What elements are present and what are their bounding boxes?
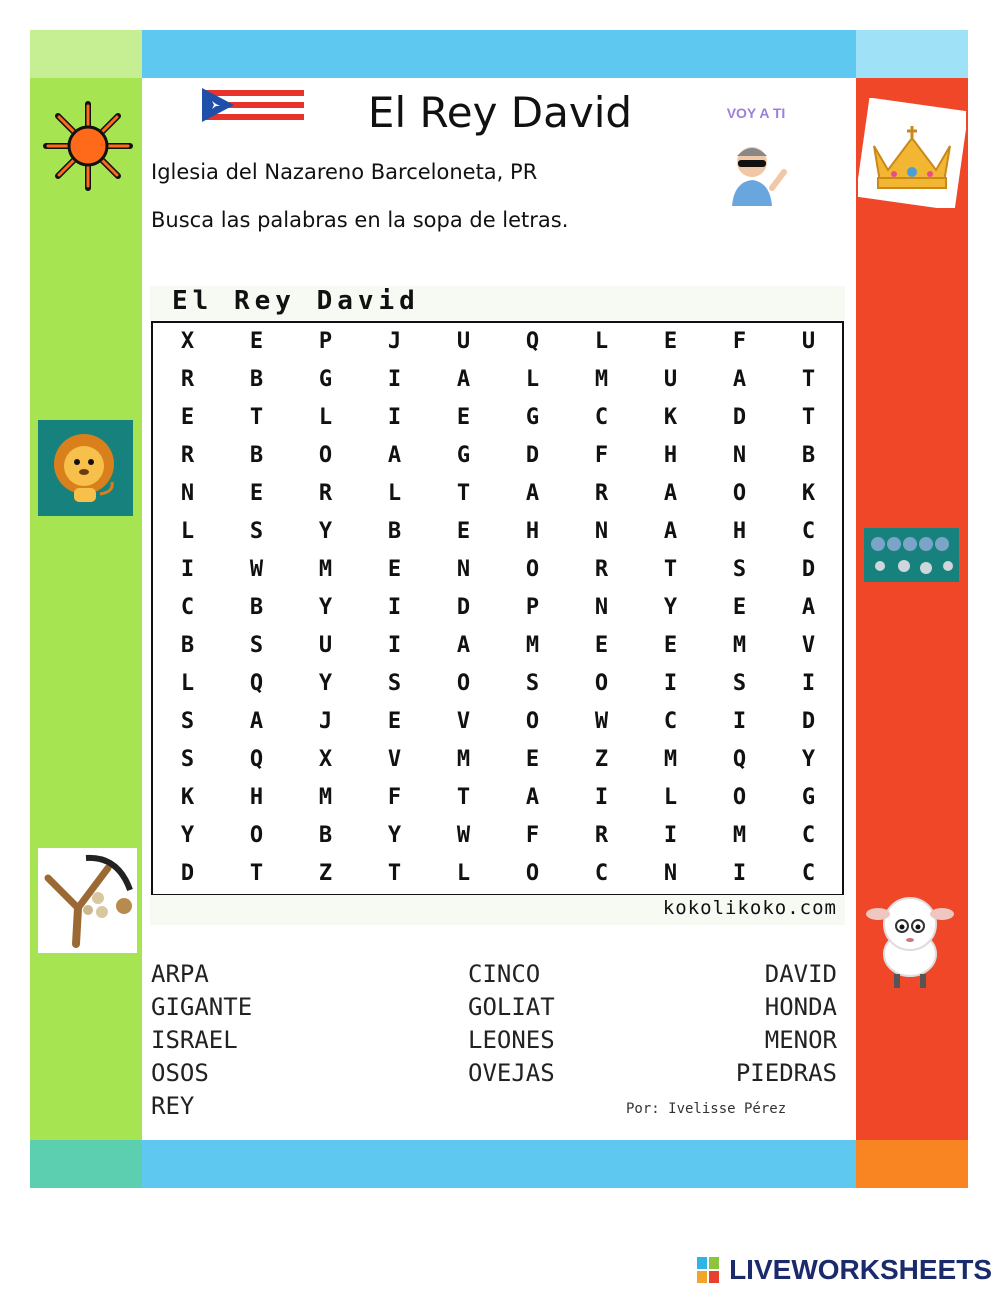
grid-cell[interactable]: W [594,709,609,734]
grid-cell[interactable]: T [663,557,678,582]
grid-cell[interactable]: Y [801,747,816,772]
site-credit: kokolikoko.com [662,897,837,919]
grid-cell[interactable]: Y [387,823,402,848]
word-item: REY [151,1092,195,1120]
grid-cell[interactable]: I [387,367,402,392]
grid-cell[interactable]: D [732,405,747,430]
grid-cell[interactable]: T [387,861,402,886]
grid-cell[interactable]: R [318,481,333,506]
instructions: Busca las palabras en la sopa de letras. [151,208,569,232]
liveworksheets-logo-icon [697,1257,719,1283]
grid-cell[interactable]: Y [318,671,333,696]
word-item: ISRAEL [151,1026,238,1054]
grid-cell[interactable]: E [594,633,609,658]
grid-cell[interactable]: E [387,557,402,582]
grid-cell[interactable]: D [801,709,816,734]
grid-cell[interactable]: E [456,405,471,430]
frame-top-bar [142,30,856,78]
grid-cell[interactable]: T [801,405,816,430]
grid-cell[interactable]: I [594,785,609,810]
grid-cell[interactable]: G [801,785,816,810]
frame-corner-top-right [856,30,968,78]
grid-cell[interactable]: E [249,481,264,506]
grid-cell[interactable]: A [732,367,747,392]
church-name: Iglesia del Nazareno Barceloneta, PR [151,160,538,184]
grid-cell[interactable]: R [180,443,195,468]
grid-cell[interactable]: O [525,861,540,886]
grid-cell[interactable]: A [249,709,264,734]
grid-cell[interactable]: R [180,367,195,392]
grid-cell[interactable]: S [180,747,195,772]
stones-icon [864,528,959,582]
grid-cell[interactable]: L [180,671,195,696]
sun-icon [40,98,136,194]
avatar-icon [726,142,788,208]
grid-cell[interactable]: Q [732,747,747,772]
grid-cell[interactable]: O [525,557,540,582]
word-item: DAVID [764,960,837,988]
grid-cell[interactable]: O [249,823,264,848]
grid-cell[interactable]: R [594,557,609,582]
grid-cell[interactable]: S [732,557,747,582]
grid-cell[interactable]: C [663,709,678,734]
grid-cell[interactable]: M [663,747,678,772]
grid-cell[interactable]: A [456,633,471,658]
puerto-rico-flag-icon [200,86,306,126]
frame-corner-bottom-left [30,1140,142,1188]
grid-cell[interactable]: I [663,671,678,696]
grid-cell[interactable]: B [249,367,264,392]
grid-cell[interactable]: L [387,481,402,506]
grid-cell[interactable]: Y [663,595,678,620]
grid-cell[interactable]: N [180,481,195,506]
slingshot-icon [38,848,137,953]
grid-cell[interactable]: O [732,785,747,810]
frame-corner-top-left [30,30,142,78]
grid-cell[interactable]: C [594,405,609,430]
grid-cell[interactable]: L [318,405,333,430]
puzzle-title: El Rey David [172,286,420,316]
grid-cell[interactable]: T [249,405,264,430]
grid-cell[interactable]: T [801,367,816,392]
grid-cell[interactable]: E [663,329,678,354]
grid-cell[interactable]: Y [318,519,333,544]
grid-cell[interactable]: B [801,443,816,468]
grid-cell[interactable]: S [249,519,264,544]
puzzle-title-bar [150,286,845,320]
grid-cell[interactable]: T [249,861,264,886]
grid-cell[interactable]: T [456,785,471,810]
grid-cell[interactable]: Z [318,861,333,886]
grid-cell[interactable]: A [387,443,402,468]
grid-cell[interactable]: I [801,671,816,696]
word-item: GIGANTE [151,993,253,1021]
grid-cell[interactable]: O [594,671,609,696]
grid-cell[interactable]: M [318,557,333,582]
grid-cell[interactable]: W [249,557,264,582]
grid-cell[interactable]: X [180,329,195,354]
grid-cell[interactable]: C [801,519,816,544]
grid-cell[interactable]: M [318,785,333,810]
grid-cell[interactable]: B [387,519,402,544]
grid-cell[interactable]: O [318,443,333,468]
voy-a-ti-label: VOY A TI [726,105,786,121]
grid-cell[interactable]: B [249,595,264,620]
grid-cell[interactable]: Q [249,747,264,772]
grid-cell[interactable]: O [525,709,540,734]
crown-icon [858,98,966,208]
grid-cell[interactable]: L [180,519,195,544]
frame-left-bar [30,78,142,1140]
grid-cell[interactable]: F [594,443,609,468]
grid-cell[interactable]: A [456,367,471,392]
word-item: GOLIAT [468,993,555,1021]
grid-cell[interactable]: V [387,747,402,772]
grid-cell[interactable]: I [387,405,402,430]
grid-cell[interactable]: D [801,557,816,582]
grid-cell[interactable]: I [387,633,402,658]
word-item: OVEJAS [468,1059,555,1087]
grid-cell[interactable]: D [456,595,471,620]
grid-cell[interactable]: N [594,595,609,620]
sheep-icon [860,888,960,994]
grid-cell[interactable]: R [594,481,609,506]
grid-cell[interactable]: C [801,823,816,848]
grid-cell[interactable]: F [387,785,402,810]
grid-cell[interactable]: S [387,671,402,696]
grid-cell[interactable]: F [732,329,747,354]
grid-cell[interactable]: I [732,861,747,886]
word-item: LEONES [468,1026,555,1054]
grid-cell[interactable]: H [249,785,264,810]
grid-cell[interactable]: Z [594,747,609,772]
grid-cell[interactable]: S [249,633,264,658]
grid-cell[interactable]: E [732,595,747,620]
grid-cell[interactable]: Q [525,329,540,354]
grid-cell[interactable]: H [663,443,678,468]
grid-cell[interactable]: Y [180,823,195,848]
grid-cell[interactable]: N [663,861,678,886]
grid-cell[interactable]: K [801,481,816,506]
grid-cell[interactable]: W [456,823,471,848]
grid-cell[interactable]: N [594,519,609,544]
grid-cell[interactable]: S [180,709,195,734]
grid-cell[interactable]: X [318,747,333,772]
grid-cell[interactable]: B [249,443,264,468]
grid-cell[interactable]: I [663,823,678,848]
grid-cell[interactable]: N [456,557,471,582]
grid-cell[interactable]: A [525,785,540,810]
grid-cell[interactable]: O [732,481,747,506]
author-credit: Por: Ivelisse Pérez [626,1101,787,1117]
page-title: El Rey David [367,88,633,137]
grid-cell[interactable]: I [732,709,747,734]
grid-cell[interactable]: U [663,367,678,392]
grid-cell[interactable]: M [732,823,747,848]
grid-cell[interactable]: L [594,329,609,354]
grid-cell[interactable]: P [525,595,540,620]
grid-cell[interactable]: K [180,785,195,810]
grid-cell[interactable]: E [180,405,195,430]
grid-cell[interactable]: U [318,633,333,658]
word-item: HONDA [764,993,837,1021]
word-item: MENOR [764,1026,837,1054]
grid-cell[interactable]: C [180,595,195,620]
grid-cell[interactable]: G [525,405,540,430]
grid-cell[interactable]: H [525,519,540,544]
grid-cell[interactable]: E [663,633,678,658]
grid-cell[interactable]: P [318,329,333,354]
word-item: PIEDRAS [735,1059,837,1087]
grid-cell[interactable]: J [318,709,333,734]
grid-cell[interactable]: S [525,671,540,696]
grid-cell[interactable]: J [387,329,402,354]
grid-cell[interactable]: A [801,595,816,620]
grid-cell[interactable]: E [456,519,471,544]
word-search-grid [151,321,844,896]
grid-cell[interactable]: A [663,519,678,544]
site-bar [150,895,845,925]
grid-cell[interactable]: L [663,785,678,810]
grid-cell[interactable]: C [594,861,609,886]
grid-cell[interactable]: K [663,405,678,430]
grid-cell[interactable]: A [663,481,678,506]
word-item: OSOS [151,1059,209,1087]
grid-cell[interactable]: M [456,747,471,772]
grid-cell[interactable]: E [525,747,540,772]
grid-cell[interactable]: V [456,709,471,734]
grid-cell[interactable]: Q [249,671,264,696]
grid-cell[interactable]: U [801,329,816,354]
grid-cell[interactable]: M [525,633,540,658]
grid-cell[interactable]: D [525,443,540,468]
word-item: ARPA [151,960,209,988]
grid-cell[interactable]: T [456,481,471,506]
lion-icon [38,420,133,516]
grid-cell[interactable]: G [318,367,333,392]
grid-cell[interactable]: L [525,367,540,392]
grid-cell[interactable]: B [318,823,333,848]
grid-cell[interactable]: A [525,481,540,506]
grid-cell[interactable]: Y [318,595,333,620]
grid-cell[interactable]: B [180,633,195,658]
grid-cell[interactable]: C [801,861,816,886]
grid-cell[interactable]: D [180,861,195,886]
frame-bottom-bar [142,1140,856,1188]
grid-cell[interactable]: I [180,557,195,582]
grid-cell[interactable]: E [249,329,264,354]
grid-cell[interactable]: V [801,633,816,658]
word-item: CINCO [468,960,541,988]
grid-cell[interactable]: M [594,367,609,392]
liveworksheets-brand: LIVEWORKSHEETS [729,1254,992,1285]
voy-a-ti-sticker [720,104,792,208]
grid-cell[interactable]: I [387,595,402,620]
grid-cell[interactable]: O [456,671,471,696]
grid-cell[interactable]: E [387,709,402,734]
frame-corner-bottom-right [856,1140,968,1188]
grid-cell[interactable]: R [594,823,609,848]
grid-cell[interactable]: H [732,519,747,544]
grid-cell[interactable]: L [456,861,471,886]
grid-cell[interactable]: G [456,443,471,468]
grid-cell[interactable]: N [732,443,747,468]
grid-cell[interactable]: F [525,823,540,848]
grid-cell[interactable]: M [732,633,747,658]
grid-cell[interactable]: U [456,329,471,354]
grid-cell[interactable]: S [732,671,747,696]
